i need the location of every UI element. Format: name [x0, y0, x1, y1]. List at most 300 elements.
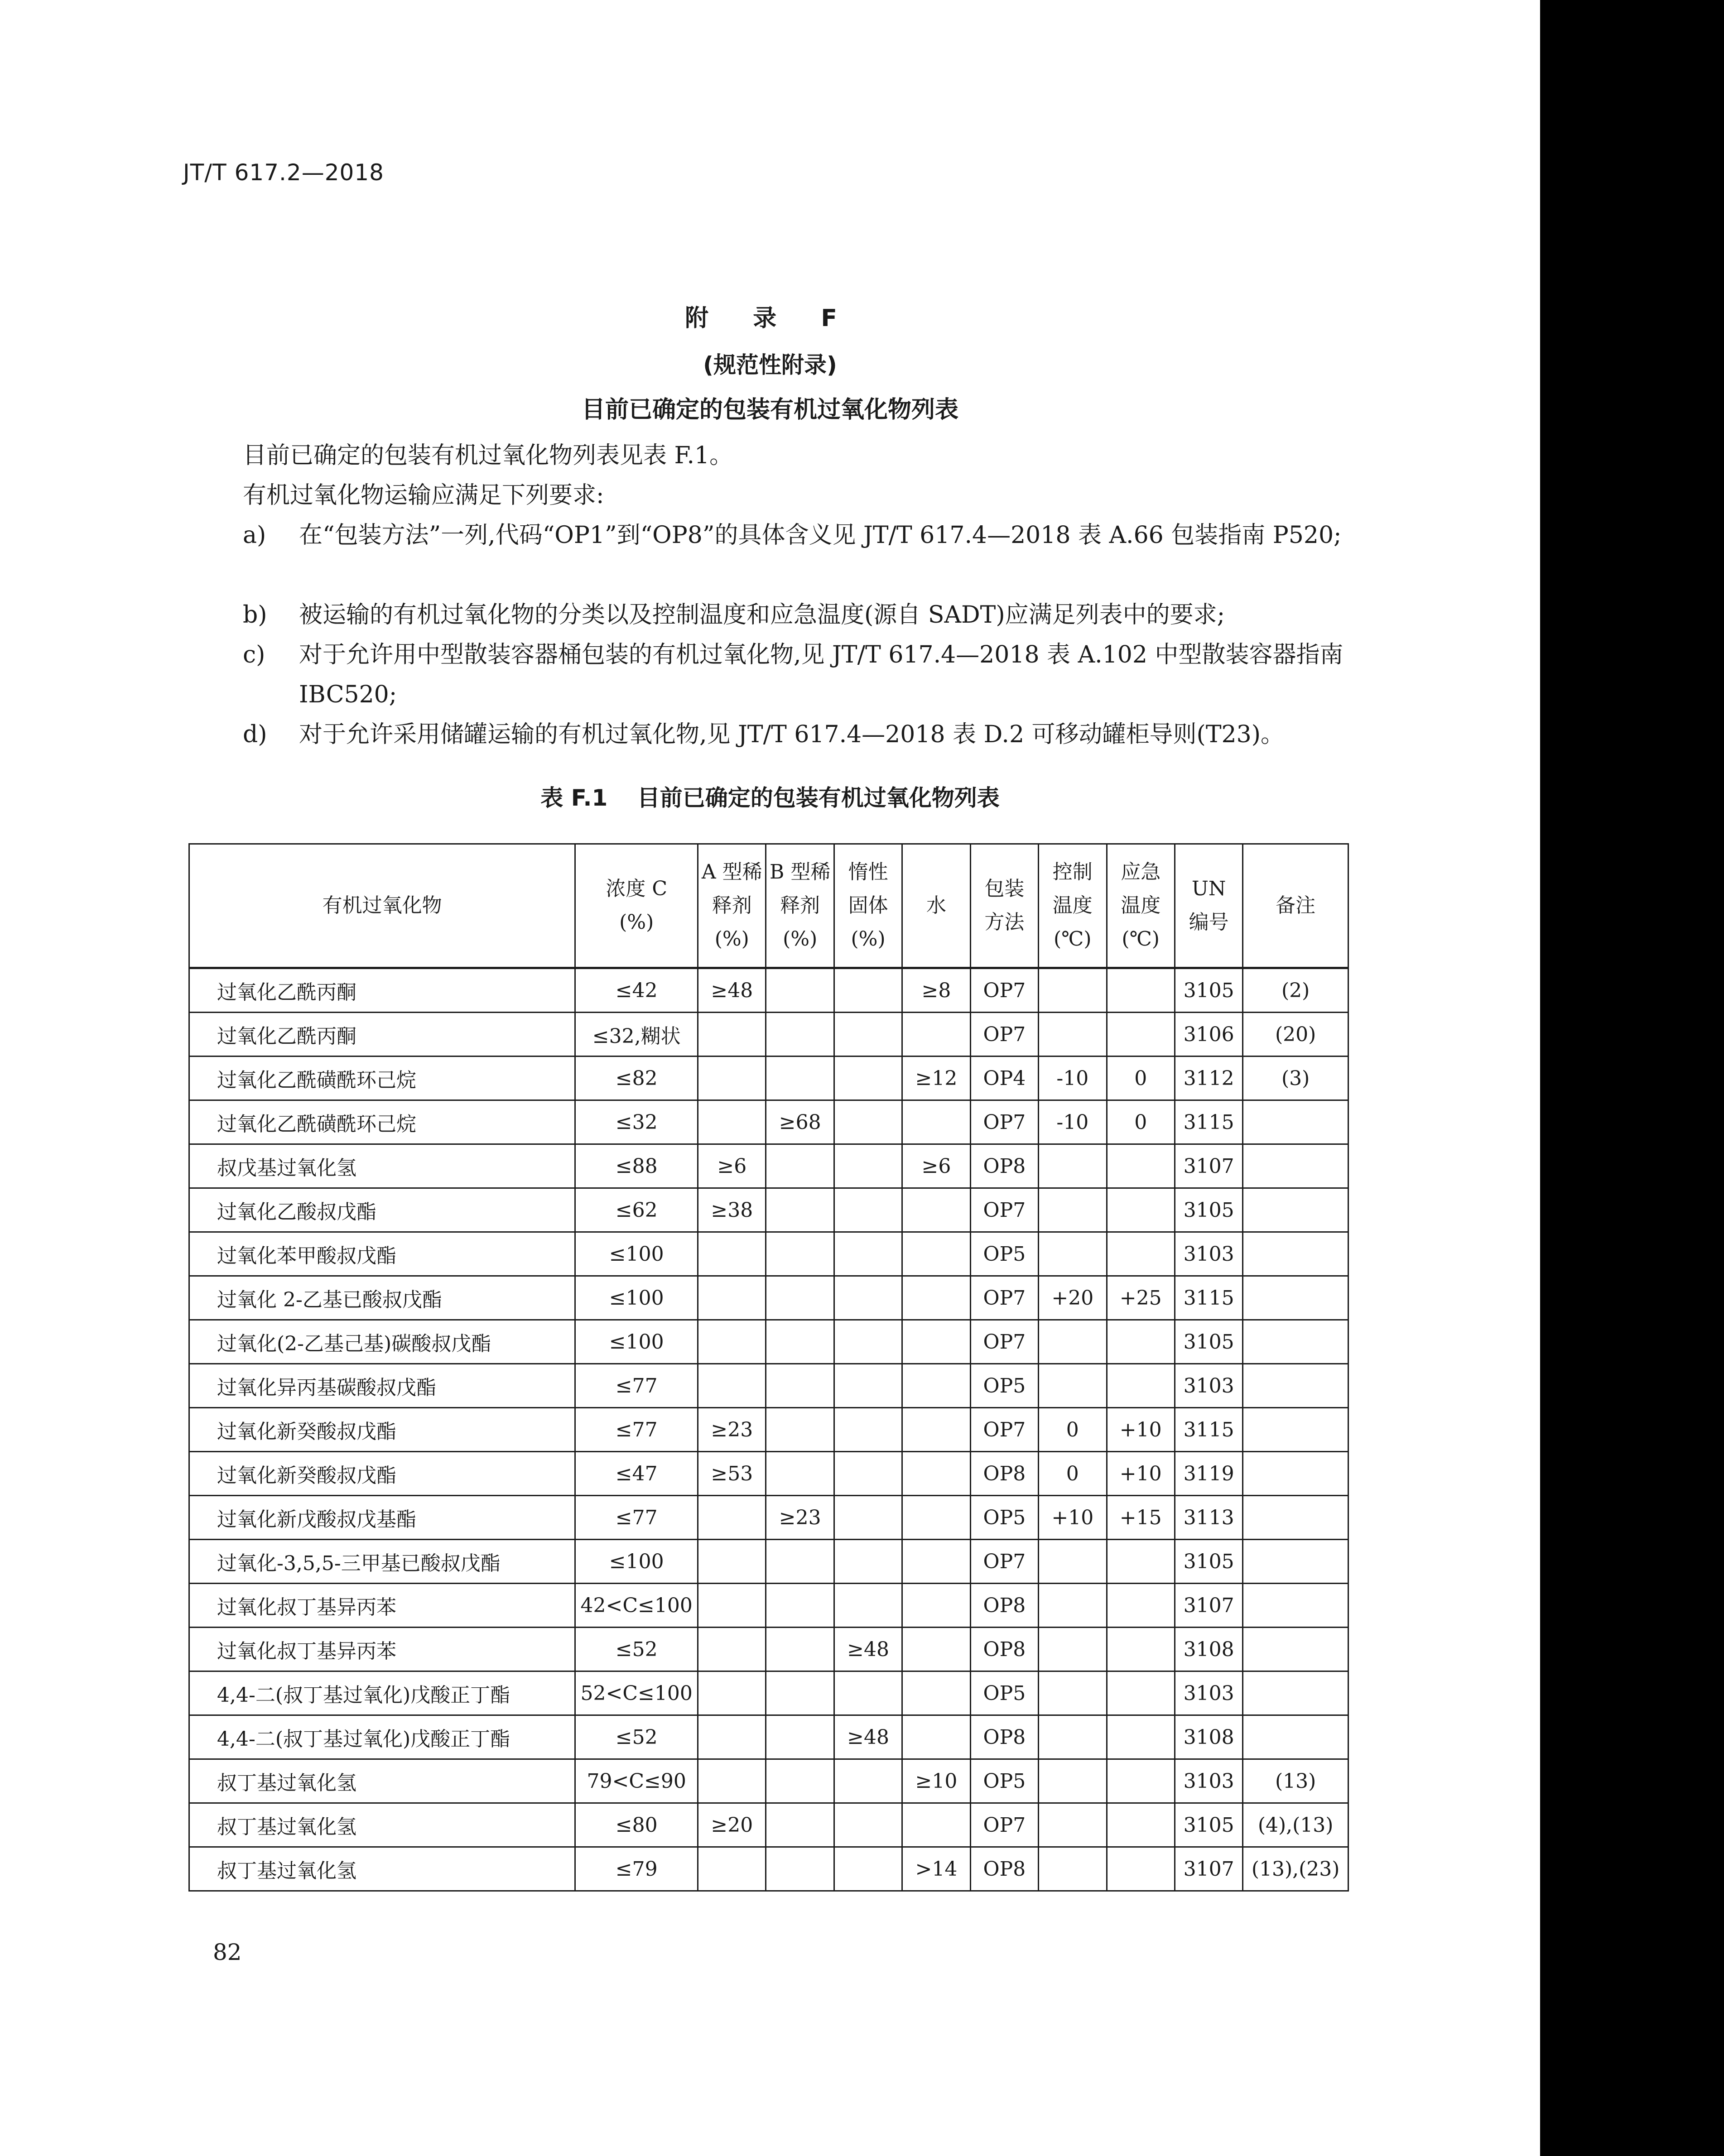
table-cell	[834, 1276, 902, 1320]
list-marker: b)	[243, 601, 267, 629]
column-header-line: 浓度 C	[606, 877, 668, 900]
table-cell: +15	[1107, 1496, 1175, 1540]
table-cell	[834, 1056, 902, 1100]
table-cell	[902, 1584, 970, 1628]
table-cell: 3105	[1175, 1188, 1242, 1232]
table-cell: 3115	[1175, 1276, 1242, 1320]
table-cell	[698, 1540, 766, 1584]
table-cell: ≤82	[575, 1056, 698, 1100]
table-cell: ≥10	[902, 1759, 970, 1803]
list-marker: d)	[243, 721, 267, 748]
table-cell: ≤79	[575, 1847, 698, 1891]
table-cell	[902, 1628, 970, 1671]
table-cell	[698, 1276, 766, 1320]
column-header	[834, 844, 902, 968]
list-text: 被运输的有机过氧化物的分类以及控制温度和应急温度(源自 SADT)应满足列表中的要求;	[299, 601, 1225, 629]
table-cell: 3113	[1175, 1496, 1242, 1540]
table-cell: ≥53	[698, 1452, 766, 1496]
table-cell	[902, 1408, 970, 1452]
table-cell: 52<C≤100	[575, 1671, 698, 1715]
table-cell: ≤100	[575, 1320, 698, 1364]
requirement-item-a	[243, 515, 1353, 555]
table-cell	[698, 1759, 766, 1803]
table-cell: ≤80	[575, 1803, 698, 1847]
table-cell	[1107, 1584, 1175, 1628]
column-header-line: 控制	[1052, 860, 1093, 884]
peroxide-name-cell: 4,4-二(叔丁基过氧化)戊酸正丁酯	[189, 1671, 575, 1715]
table-cell	[834, 1408, 902, 1452]
peroxide-name-cell: 过氧化 2-乙基已酸叔戊酯	[189, 1276, 575, 1320]
column-header-line: 惰性	[848, 860, 888, 884]
peroxide-name-cell: 过氧化新戊酸叔戊基酯	[189, 1496, 575, 1540]
column-header-line: 方法	[984, 911, 1025, 934]
table-cell	[1243, 1408, 1348, 1452]
table-caption-title: 目前已确定的包装有机过氧化物列表	[637, 785, 1000, 811]
column-header-line: (%)	[619, 911, 654, 934]
table-row	[189, 1628, 1348, 1671]
table-cell: ≥6	[902, 1144, 970, 1188]
table-cell	[1107, 1540, 1175, 1584]
table-cell	[766, 1671, 834, 1715]
table-cell: 3107	[1175, 1584, 1242, 1628]
table-cell	[766, 1803, 834, 1847]
table-cell	[1039, 1540, 1107, 1584]
table-header-row	[189, 844, 1348, 968]
table-cell	[834, 1540, 902, 1584]
table-cell	[1039, 1628, 1107, 1671]
table-cell: 3105	[1175, 1320, 1242, 1364]
table-cell: 3115	[1175, 1408, 1242, 1452]
table-cell: (13)	[1243, 1759, 1348, 1803]
table-cell	[698, 1628, 766, 1671]
table-cell	[1039, 1364, 1107, 1408]
peroxide-name-cell: 过氧化乙酰丙酮	[189, 968, 575, 1013]
table-row	[189, 1232, 1348, 1276]
table-cell: OP8	[970, 1628, 1038, 1671]
table-cell: ≥38	[698, 1188, 766, 1232]
table-cell	[1039, 1715, 1107, 1759]
list-text: 在“包装方法”一列,代码“OP1”到“OP8”的具体含义见 JT/T 617.4—2018 表 A.66 包装指南 P520;	[299, 522, 1342, 549]
table-row	[189, 1144, 1348, 1188]
table-cell	[1107, 968, 1175, 1013]
table-cell	[766, 1715, 834, 1759]
table-cell	[766, 1628, 834, 1671]
column-header-line: 有机过氧化物	[322, 894, 442, 917]
table-cell: ≤100	[575, 1276, 698, 1320]
organic-peroxide-table	[188, 843, 1349, 1892]
column-header	[1107, 844, 1175, 968]
list-text: 对于允许采用储罐运输的有机过氧化物,见 JT/T 617.4—2018 表 D.2 可移动罐柜导则(T23)。	[299, 721, 1284, 748]
column-header	[902, 844, 970, 968]
table-cell	[766, 1759, 834, 1803]
table-cell	[1243, 1628, 1348, 1671]
table-cell	[1243, 1496, 1348, 1540]
table-cell	[1039, 968, 1107, 1013]
table-cell	[766, 1452, 834, 1496]
table-cell	[766, 1540, 834, 1584]
table-cell: ≥48	[834, 1628, 902, 1671]
table-cell	[766, 1013, 834, 1056]
peroxide-name-cell: 4,4-二(叔丁基过氧化)戊酸正丁酯	[189, 1715, 575, 1759]
table-cell: 3115	[1175, 1100, 1242, 1144]
table-cell	[1107, 1013, 1175, 1056]
table-cell: 3107	[1175, 1144, 1242, 1188]
table-cell	[902, 1715, 970, 1759]
table-cell	[1107, 1847, 1175, 1891]
requirement-item-d	[243, 715, 1353, 754]
table-row	[189, 1759, 1348, 1803]
table-cell: ≥68	[766, 1100, 834, 1144]
table-cell	[1243, 1276, 1348, 1320]
table-cell	[902, 1803, 970, 1847]
column-header-line: 水	[926, 894, 946, 917]
table-cell	[834, 1452, 902, 1496]
table-cell	[902, 1320, 970, 1364]
table-cell: +25	[1107, 1276, 1175, 1320]
table-row	[189, 1276, 1348, 1320]
table-row	[189, 1100, 1348, 1144]
intro-paragraph-2: 有机过氧化物运输应满足下列要求:	[243, 482, 604, 509]
peroxide-name-cell: 过氧化乙酸叔戊酯	[189, 1188, 575, 1232]
table-cell	[766, 1144, 834, 1188]
table-cell	[834, 1100, 902, 1144]
table-cell: OP7	[970, 1276, 1038, 1320]
table-cell	[1243, 1452, 1348, 1496]
table-cell: 3105	[1175, 1803, 1242, 1847]
appendix-type: (规范性附录)	[703, 352, 837, 378]
peroxide-name-cell: 过氧化新癸酸叔戊酯	[189, 1408, 575, 1452]
table-cell	[1243, 1584, 1348, 1628]
table-cell	[902, 1671, 970, 1715]
table-cell	[766, 1584, 834, 1628]
table-cell	[698, 1496, 766, 1540]
table-cell	[698, 1232, 766, 1276]
table-cell: OP7	[970, 1013, 1038, 1056]
peroxide-name-cell: 叔丁基过氧化氢	[189, 1759, 575, 1803]
table-cell: (20)	[1243, 1013, 1348, 1056]
column-header-line: 备注	[1276, 894, 1316, 917]
column-header-line: B 型稀	[770, 860, 831, 884]
table-cell	[1107, 1232, 1175, 1276]
column-header	[766, 844, 834, 968]
table-cell: ≤42	[575, 968, 698, 1013]
table-cell	[698, 1100, 766, 1144]
table-cell	[698, 1584, 766, 1628]
table-cell	[1107, 1364, 1175, 1408]
table-cell	[698, 1320, 766, 1364]
table-cell: (2)	[1243, 968, 1348, 1013]
column-header	[1039, 844, 1107, 968]
table-row	[189, 1188, 1348, 1232]
table-cell	[698, 1671, 766, 1715]
table-cell	[766, 1056, 834, 1100]
table-cell	[834, 1013, 902, 1056]
page-number: 82	[213, 1939, 242, 1965]
table-cell	[1107, 1671, 1175, 1715]
table-cell	[1107, 1628, 1175, 1671]
column-header	[189, 844, 575, 968]
table-cell	[902, 1496, 970, 1540]
table-cell: 3112	[1175, 1056, 1242, 1100]
table-cell	[902, 1540, 970, 1584]
table-cell: 3105	[1175, 968, 1242, 1013]
table-cell: OP7	[970, 1540, 1038, 1584]
appendix-title: 附 录 F	[685, 305, 855, 332]
table-cell: 3108	[1175, 1715, 1242, 1759]
table-cell	[1243, 1671, 1348, 1715]
table-cell: OP7	[970, 1803, 1038, 1847]
document-code-header: JT/T 617.2—2018	[183, 159, 384, 186]
list-marker: a)	[243, 522, 266, 549]
table-cell	[766, 1320, 834, 1364]
table-cell: 3103	[1175, 1671, 1242, 1715]
table-caption	[0, 780, 1540, 812]
table-cell: OP7	[970, 1100, 1038, 1144]
table-cell	[698, 1056, 766, 1100]
table-cell: 79<C≤90	[575, 1759, 698, 1803]
table-cell	[1107, 1320, 1175, 1364]
table-cell: 3103	[1175, 1759, 1242, 1803]
table-cell: ≤100	[575, 1232, 698, 1276]
peroxide-name-cell: 过氧化乙酰磺酰环己烷	[189, 1100, 575, 1144]
table-cell	[1039, 1584, 1107, 1628]
column-header-line: A 型稀	[701, 860, 762, 884]
peroxide-name-cell: 叔戊基过氧化氢	[189, 1144, 575, 1188]
table-caption-id: 表 F.1	[540, 785, 608, 811]
table-cell	[834, 1803, 902, 1847]
table-cell: ≤77	[575, 1364, 698, 1408]
column-header-line: 应急	[1121, 860, 1161, 884]
table-cell	[1039, 1671, 1107, 1715]
table-cell	[834, 968, 902, 1013]
table-row	[189, 1803, 1348, 1847]
table-cell	[766, 1364, 834, 1408]
table-cell: (3)	[1243, 1056, 1348, 1100]
table-row	[189, 1584, 1348, 1628]
table-cell	[766, 1232, 834, 1276]
list-text: 对于允许用中型散装容器桶包装的有机过氧化物,见 JT/T 617.4—2018 表 A.102 中型散装容器指南 IBC520;	[299, 641, 1344, 708]
table-cell: 0	[1107, 1100, 1175, 1144]
table-cell	[1039, 1144, 1107, 1188]
column-header	[698, 844, 766, 968]
table-row	[189, 1671, 1348, 1715]
table-cell	[766, 1847, 834, 1891]
table-cell: OP5	[970, 1759, 1038, 1803]
table-cell: (13),(23)	[1243, 1847, 1348, 1891]
table-cell	[834, 1584, 902, 1628]
column-header-line: 释剂	[712, 894, 752, 917]
table-cell	[766, 968, 834, 1013]
table-row	[189, 1013, 1348, 1056]
column-header-line: 固体	[848, 894, 888, 917]
table-cell	[834, 1232, 902, 1276]
peroxide-name-cell: 过氧化(2-乙基己基)碳酸叔戊酯	[189, 1320, 575, 1364]
table-cell: 3119	[1175, 1452, 1242, 1496]
table-cell	[834, 1671, 902, 1715]
table-cell	[834, 1188, 902, 1232]
table-cell: 3107	[1175, 1847, 1242, 1891]
column-header-line: 释剂	[780, 894, 820, 917]
column-header-line: 包装	[984, 877, 1025, 900]
table-cell: OP7	[970, 1408, 1038, 1452]
peroxide-name-cell: 叔丁基过氧化氢	[189, 1803, 575, 1847]
table-cell: ≤52	[575, 1628, 698, 1671]
table-cell: OP8	[970, 1847, 1038, 1891]
list-marker: c)	[243, 641, 265, 668]
table-cell: 3103	[1175, 1232, 1242, 1276]
column-header-line: (%)	[783, 927, 818, 951]
table-cell	[766, 1408, 834, 1452]
table-cell: +10	[1107, 1408, 1175, 1452]
table-cell: ≥48	[834, 1715, 902, 1759]
table-cell	[1039, 1013, 1107, 1056]
table-cell	[698, 1715, 766, 1759]
table-cell: OP8	[970, 1452, 1038, 1496]
table-cell	[1107, 1715, 1175, 1759]
table-cell: (4),(13)	[1243, 1803, 1348, 1847]
table-cell	[1243, 1188, 1348, 1232]
column-header-line: 温度	[1052, 894, 1093, 917]
table-cell: 42<C≤100	[575, 1584, 698, 1628]
table-cell	[1039, 1188, 1107, 1232]
table-cell	[1243, 1320, 1348, 1364]
table-cell: ≤77	[575, 1408, 698, 1452]
column-header-line: (℃)	[1054, 927, 1092, 951]
table-cell	[1039, 1803, 1107, 1847]
column-header	[575, 844, 698, 968]
table-cell: ≤100	[575, 1540, 698, 1584]
column-header	[1243, 844, 1348, 968]
table-cell	[834, 1759, 902, 1803]
column-header-line: (%)	[714, 927, 749, 951]
table-cell	[1243, 1144, 1348, 1188]
table-cell: ≥20	[698, 1803, 766, 1847]
table-cell: >14	[902, 1847, 970, 1891]
table-cell: ≥48	[698, 968, 766, 1013]
table-row	[189, 1320, 1348, 1364]
peroxide-name-cell: 过氧化乙酰丙酮	[189, 1013, 575, 1056]
table-cell: 0	[1039, 1452, 1107, 1496]
table-cell: -10	[1039, 1100, 1107, 1144]
table-cell	[1243, 1540, 1348, 1584]
table-cell	[1039, 1320, 1107, 1364]
peroxide-name-cell: 过氧化-3,5,5-三甲基已酸叔戊酯	[189, 1540, 575, 1584]
table-cell	[766, 1276, 834, 1320]
requirement-item-b	[243, 595, 1353, 635]
table-cell: ≤52	[575, 1715, 698, 1759]
table-cell	[1107, 1144, 1175, 1188]
table-cell	[834, 1847, 902, 1891]
table-cell: 3103	[1175, 1364, 1242, 1408]
table-cell: OP8	[970, 1144, 1038, 1188]
table-cell: OP7	[970, 1188, 1038, 1232]
table-cell: OP8	[970, 1715, 1038, 1759]
table-cell: OP7	[970, 968, 1038, 1013]
table-cell: ≤32,糊状	[575, 1013, 698, 1056]
table-cell: OP8	[970, 1584, 1038, 1628]
table-row	[189, 1056, 1348, 1100]
table-cell: ≤62	[575, 1188, 698, 1232]
table-cell	[1243, 1364, 1348, 1408]
table-cell	[902, 1100, 970, 1144]
table-cell: ≥12	[902, 1056, 970, 1100]
peroxide-name-cell: 过氧化乙酰磺酰环己烷	[189, 1056, 575, 1100]
table-cell	[902, 1232, 970, 1276]
intro-paragraph-1: 目前已确定的包装有机过氧化物列表见表 F.1。	[243, 442, 733, 469]
table-cell	[834, 1320, 902, 1364]
table-row	[189, 1364, 1348, 1408]
table-cell: 3105	[1175, 1540, 1242, 1584]
column-header	[970, 844, 1038, 968]
column-header	[1175, 844, 1242, 968]
peroxide-name-cell: 过氧化新癸酸叔戊酯	[189, 1452, 575, 1496]
table-cell	[902, 1276, 970, 1320]
table-cell	[1243, 1232, 1348, 1276]
table-row	[189, 1540, 1348, 1584]
column-header-line: (℃)	[1122, 927, 1160, 951]
table-cell: ≥6	[698, 1144, 766, 1188]
peroxide-name-cell: 过氧化异丙基碳酸叔戊酯	[189, 1364, 575, 1408]
table-row	[189, 968, 1348, 1013]
table-cell: OP5	[970, 1496, 1038, 1540]
column-header-line: (%)	[851, 927, 886, 951]
table-cell: +10	[1107, 1452, 1175, 1496]
table-cell	[1039, 1759, 1107, 1803]
table-cell	[766, 1188, 834, 1232]
table-cell: ≥8	[902, 968, 970, 1013]
peroxide-name-cell: 过氧化苯甲酸叔戊酯	[189, 1232, 575, 1276]
table-cell: OP5	[970, 1232, 1038, 1276]
table-cell	[698, 1364, 766, 1408]
peroxide-name-cell: 过氧化叔丁基异丙苯	[189, 1584, 575, 1628]
table-cell	[698, 1847, 766, 1891]
table-cell: ≤47	[575, 1452, 698, 1496]
table-cell	[834, 1364, 902, 1408]
table-cell: ≥23	[766, 1496, 834, 1540]
table-cell: OP4	[970, 1056, 1038, 1100]
table-cell: ≥23	[698, 1408, 766, 1452]
table-cell	[698, 1013, 766, 1056]
table-cell	[1243, 1100, 1348, 1144]
requirement-item-c	[243, 635, 1353, 715]
table-row	[189, 1496, 1348, 1540]
table-cell: -10	[1039, 1056, 1107, 1100]
table-row	[189, 1408, 1348, 1452]
table-cell	[1107, 1759, 1175, 1803]
table-cell: 3106	[1175, 1013, 1242, 1056]
table-cell	[902, 1013, 970, 1056]
column-header-line: 编号	[1189, 911, 1229, 934]
table-cell: ≤88	[575, 1144, 698, 1188]
table-cell: 0	[1039, 1408, 1107, 1452]
table-cell	[1039, 1232, 1107, 1276]
column-header-line: UN	[1191, 877, 1226, 900]
table-cell: 3108	[1175, 1628, 1242, 1671]
appendix-heading: 目前已确定的包装有机过氧化物列表	[581, 396, 958, 423]
table-cell: 0	[1107, 1056, 1175, 1100]
table-cell: ≤32	[575, 1100, 698, 1144]
table-cell	[834, 1144, 902, 1188]
table-cell: OP5	[970, 1671, 1038, 1715]
table-cell	[902, 1452, 970, 1496]
table-cell	[1243, 1715, 1348, 1759]
right-dark-margin	[1540, 0, 1724, 2156]
table-body	[189, 968, 1348, 1891]
table-cell	[1107, 1803, 1175, 1847]
table-cell	[1107, 1188, 1175, 1232]
table-cell	[1039, 1847, 1107, 1891]
table-cell: OP5	[970, 1364, 1038, 1408]
